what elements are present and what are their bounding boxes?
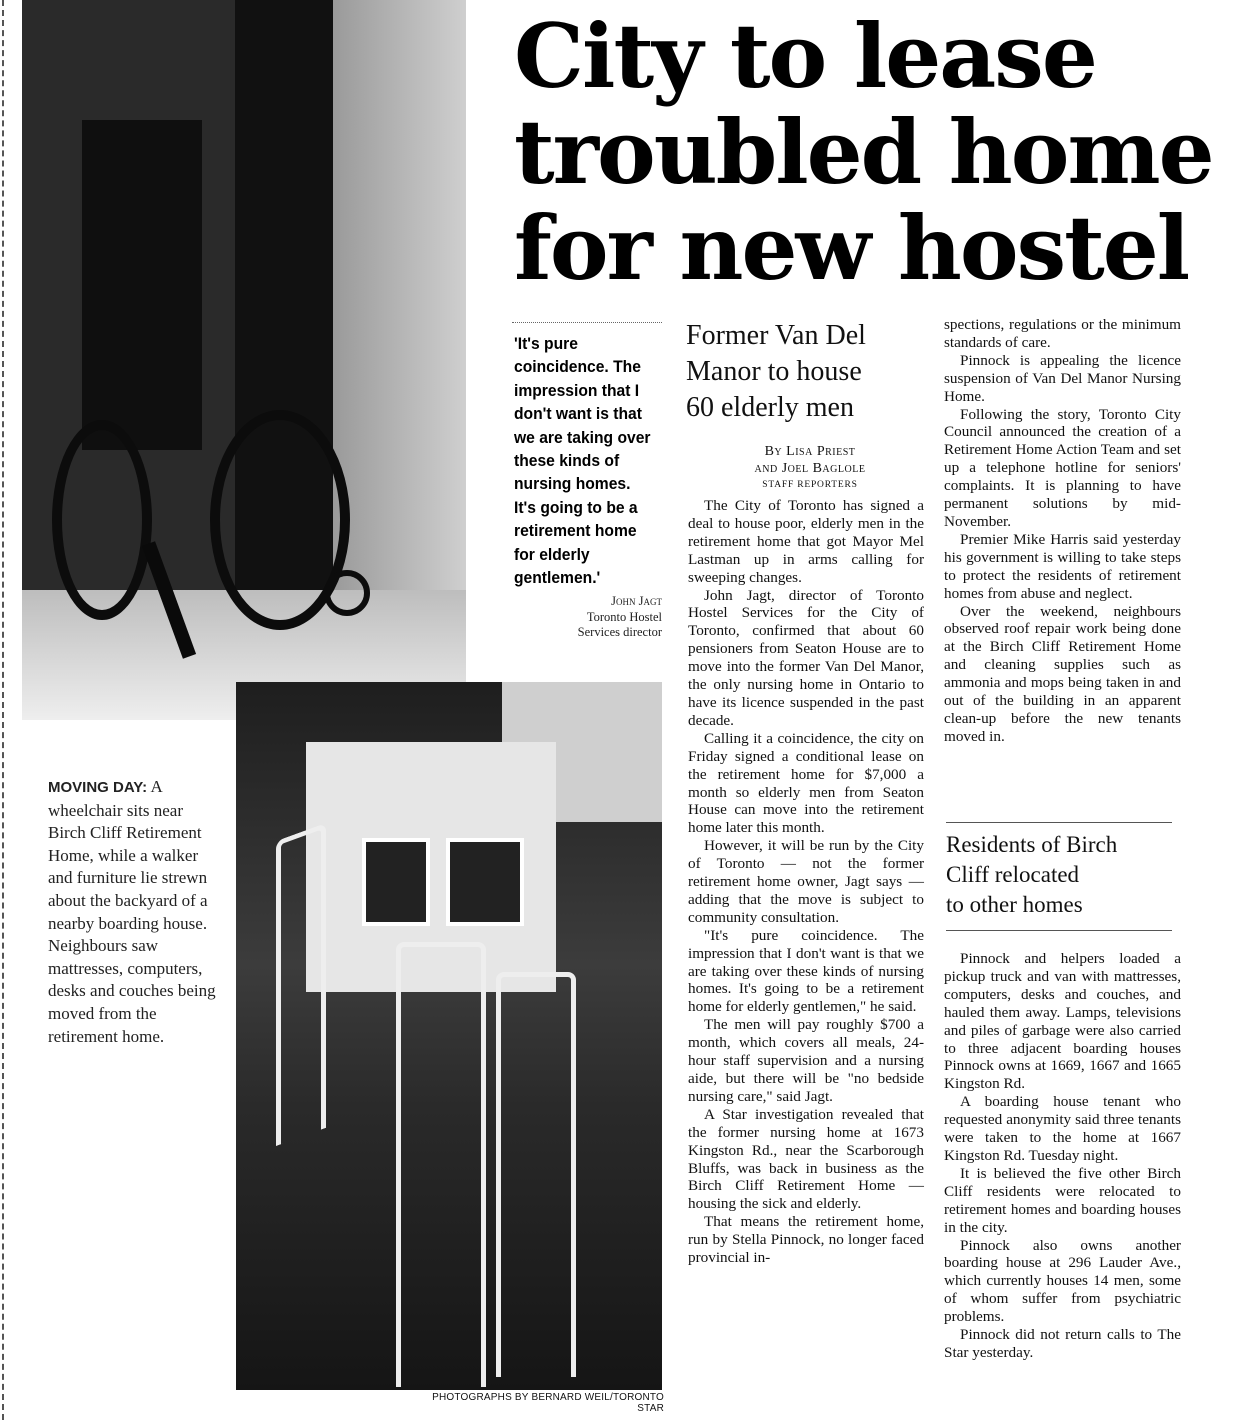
pull-quote: 'It's pure coincidence. The impression that I don't want is that we are taking over these kinds of nursing homes. It's going to be a retirement home for elderly gentlemen.' xyxy=(514,334,651,588)
paragraph: That means the retirement home, run by Stella Pinnock, no longer faced provincial in- xyxy=(688,1213,924,1267)
byline-author: By Lisa Priest xyxy=(764,444,856,459)
attribution-name: John Jagt xyxy=(611,594,662,608)
subhead-2-line: Cliff relocated xyxy=(946,862,1080,887)
byline-author: and Joel Baglole xyxy=(754,461,866,476)
paragraph: Pinnock is appealing the licence suspension of Van Del Manor Nursing Home. xyxy=(944,351,1181,405)
subhead-line: Former Van Del xyxy=(686,320,866,351)
subhead-2 xyxy=(946,830,1166,920)
body-column-3-bottom xyxy=(944,950,1181,1362)
paragraph: John Jagt, director of Toronto Hostel Services for the City of Toronto, confirmed that about 60 pensioners from Seaton House are to move into the former Van Del Manor, the only nursing home in Ontario to have its licence suspended in the past decade. xyxy=(688,586,924,729)
headline-line: troubled home xyxy=(514,100,1213,204)
paragraph: A Star investigation revealed that the former nursing home at 1673 Kingston Rd., near the Scarborough Bluffs, was back in business as the Birch Cliff Retirement Home — housing the sick and elderly. xyxy=(688,1105,924,1213)
headline-line: for new hostel xyxy=(514,196,1189,300)
paragraph: Pinnock also owns another boarding house at 296 Lauder Ave., which currently houses 14 men, some of whom suffer from psychiatric problems. xyxy=(944,1236,1181,1326)
caption-lead: MOVING DAY: xyxy=(48,779,148,796)
subhead-2-line: to other homes xyxy=(946,892,1083,917)
paragraph: Pinnock and helpers loaded a pickup truck and van with mattresses, computers, desks and couches, and hauled them away. Lamps, televisions and piles of garbage were also carried to three adjacent boarding houses Pinnock owns at 1669, 1667 and 1665 Kingston Rd. xyxy=(944,950,1181,1093)
subhead-2-line: Residents of Birch xyxy=(946,832,1118,857)
attribution-title: Services director xyxy=(577,625,662,639)
subhead-line: Manor to house xyxy=(686,356,862,387)
subhead-rule-bottom xyxy=(946,930,1172,931)
subhead-rule-top xyxy=(946,822,1172,823)
headline-line: City to lease xyxy=(514,4,1096,108)
paragraph: A boarding house tenant who requested anonymity said three tenants were taken to the home at 1667 Kingston Rd. Tuesday night. xyxy=(944,1093,1181,1164)
paragraph: Calling it a coincidence, the city on Friday signed a conditional lease on the retirement home for $7,000 a month so elderly men from Seaton House can move into the retirement home later this month. xyxy=(688,729,924,837)
subhead-line: 60 elderly men xyxy=(686,392,854,423)
paragraph: Over the weekend, neighbours observed roof repair work being done at the Birch Cliff Retirement Home and cleaning supplies such as ammonia and mops being taken in and out of the building in an apparent clean-up before the new tenants moved in. xyxy=(944,602,1181,745)
pull-quote-rule xyxy=(512,322,662,323)
paragraph: spections, regulations or the minimum standards of care. xyxy=(944,316,1181,351)
clipping-edge xyxy=(2,0,4,1420)
byline-staff: STAFF REPORTERS xyxy=(762,480,858,490)
subhead xyxy=(686,318,912,426)
paragraph: Pinnock did not return calls to The Star yesterday. xyxy=(944,1326,1181,1361)
attribution-title: Toronto Hostel xyxy=(586,609,662,624)
paragraph: Following the story, Toronto City Council announced the creation of a Retirement Home Action Team and set up a telephone hotline for seniors' complaints. It is planning to have permanent solutions by mid-November. xyxy=(944,405,1181,530)
wheelchair-photo xyxy=(22,0,466,720)
backyard-photo xyxy=(236,682,662,1390)
paragraph: However, it will be run by the City of Toronto — not the former retirement home owner, Jagt says — adding that the move is subject to community consultation. xyxy=(688,837,924,926)
body-column-2 xyxy=(688,497,924,1267)
paragraph: Premier Mike Harris said yesterday his government is willing to take steps to protect the residents of retirement homes from abuse and neglect. xyxy=(944,530,1181,602)
headline xyxy=(514,4,1234,300)
photo-caption xyxy=(48,776,220,1048)
pull-quote-attribution xyxy=(514,594,662,641)
paragraph: It is believed the five other Birch Cliff residents were relocated to retirement homes and boarding houses in the city. xyxy=(944,1164,1181,1236)
body-column-3-top xyxy=(944,316,1181,746)
paragraph: "It's pure coincidence. The impression that I don't want is that we are taking over these kinds of nursing homes. It's going to be a retirement home for elderly gentlemen," he said. xyxy=(688,926,924,1016)
caption-text: A wheelchair sits near Birch Cliff Retirement Home, while a walker and furniture lie strewn about the backyard of a nearby boarding house. Neighbours saw mattresses, computers, desks and couches being moved from the retirement home. xyxy=(48,777,216,1046)
byline xyxy=(686,443,934,494)
paragraph: The men will pay roughly $700 a month, which covers all meals, 24-hour staff supervision and a nursing aide, but there will be "no bedside nursing care," said Jagt. xyxy=(688,1016,924,1105)
photo-credit: PHOTOGRAPHS BY BERNARD WEIL/TORONTO STAR xyxy=(432,1392,664,1414)
paragraph: The City of Toronto has signed a deal to house poor, elderly men in the retirement home that got Mayor Mel Lastman up in arms calling for sweeping changes. xyxy=(688,497,924,586)
